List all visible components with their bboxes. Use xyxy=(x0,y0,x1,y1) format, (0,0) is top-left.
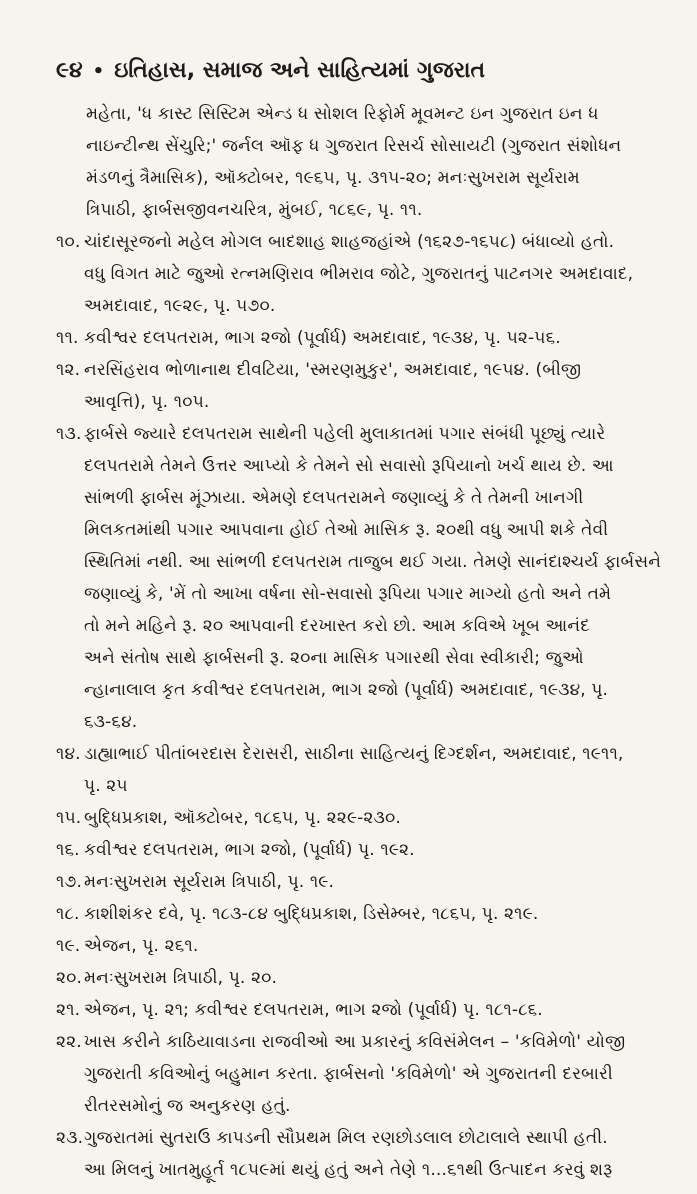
footnote-line: કવીશ્વર દલપતરામ, ભાગ ૨જો (પૂર્વાર્ધ) અમદાવાદ, ૧૯૩૪, પૃ. ૫૨-૫૬. xyxy=(84,328,561,349)
footnote-number: ૧૦. xyxy=(56,232,81,253)
footnote-line: ૬૩-૬૪. xyxy=(84,712,138,733)
footnote-line: ગુજરાતી કવિઓનું બહુમાન કરતા. ફાર્બસનો 'કવિમેળો' એ ગુજરાતની દરબારી xyxy=(84,1064,613,1085)
footnote-text xyxy=(84,226,653,322)
page-header xyxy=(56,58,653,84)
footnote-20 xyxy=(56,962,653,994)
footnote-text xyxy=(84,994,653,1026)
footnote-line: નરસિંહરાવ ભોળાનાથ દીવટિયા, 'સ્મરણમુકુર', અમદાવાદ, ૧૯૫૪. (બીજી xyxy=(84,360,582,381)
footnote-line: કવીશ્વર દલપતરામ, ભાગ ૨જો, (પૂર્વાર્ધ) પૃ. ૧૯૨. xyxy=(84,840,415,861)
footnote-text xyxy=(84,866,653,898)
footnote-23 xyxy=(56,1122,653,1186)
footnote-number: ૧૪. xyxy=(56,744,81,765)
footnote-17 xyxy=(56,866,653,898)
footnote-11 xyxy=(56,322,653,354)
footnote-number: ૧૮. xyxy=(56,904,80,925)
footnote-number: ૧૯. xyxy=(56,936,81,957)
footnote-line: ચાંદાસૂરજનો મહેલ મોગલ બાદશાહ શાહજહાંએ (૧૬૨૭-૧૬૫૮) બંધાવ્યો હતો. xyxy=(84,232,615,253)
footnote-text xyxy=(84,1026,653,1122)
footnote-line: રીતરસમોનું જ અનુકરણ હતું. xyxy=(84,1096,291,1117)
continued-footnote-line: મંડળનું ત્રૈમાસિક), ઑક્ટોબર, ૧૯૬૫, પૃ. ૩૧૫-૨૦; મનઃસુખરામ સૂર્યરામ xyxy=(86,168,580,189)
footnote-line: એજન, પૃ. ૨૬૧. xyxy=(84,936,199,957)
footnote-18 xyxy=(56,898,653,930)
footnote-line: અને સંતોષ સાથે ફાર્બસની રૂ. ૨૦ના માસિક પગારથી સેવા સ્વીકારી; જુઓ xyxy=(84,648,584,669)
footnote-number: ૧૬. xyxy=(56,840,80,861)
footnote-line: મિલકતમાંથી પગાર આપવાના હોઈ તેઓ માસિક રૂ. ૨૦થી વધુ આપી શકે તેવી xyxy=(84,520,609,541)
footnote-line: દલપતરામે તેમને ઉત્તર આપ્યો કે તેમને સો સવાસો રૂપિયાનો ખર્ચ થાય છે. આ xyxy=(84,456,614,477)
footnote-number: ૨૧. xyxy=(56,1000,81,1021)
footnote-text xyxy=(84,834,653,866)
footnote-line: ગુજરાતમાં સુતરાઉ કાપડની સૌપ્રથમ મિલ રણછોડલાલ છોટાલાલે સ્થાપી હતી. xyxy=(84,1128,608,1149)
footnote-text xyxy=(84,930,653,962)
continued-footnote-line: મહેતા, 'ધ કાસ્ટ સિસ્ટિમ એન્ડ ધ સોશલ રિફોર્મ મૂવમન્ટ ઇન ગુજરાત ઇન ધ xyxy=(86,104,599,125)
footnote-14 xyxy=(56,738,653,802)
footnote-line: અમદાવાદ, ૧૯૨૯, પૃ. ૫૭૦. xyxy=(84,296,276,317)
footnote-line: ન્હાનાલાલ કૃત કવીશ્વર દલપતરામ, ભાગ ૨જો (પૂર્વાર્ધ) અમદાવાદ, ૧૯૩૪, પૃ. xyxy=(84,680,609,701)
footnote-16 xyxy=(56,834,653,866)
footnote-number: ૨૨. xyxy=(56,1032,82,1053)
footnote-line: ફાર્બસે જ્યારે દલપતરામ સાથેની પહેલી મુલાકાતમાં પગાર સંબંધી પૂછ્યું ત્યારે xyxy=(84,424,606,445)
footnote-line: ખાસ કરીને કાઠિયાવાડના રાજવીઓ આ પ્રકારનું કવિસંમેલન – 'કવિમેળો' યોજી xyxy=(84,1032,626,1053)
footnote-text xyxy=(84,322,653,354)
footnote-line: કાશીશંકર દવે, પૃ. ૧૮૩-૮૪ બુદ્ધિપ્રકાશ, ડિસેમ્બર, ૧૮૬૫, પૃ. ૨૧૯. xyxy=(84,904,539,925)
footnote-text xyxy=(84,418,661,738)
continued-footnote xyxy=(86,98,653,226)
footnote-10 xyxy=(56,226,653,322)
footnote-text xyxy=(84,802,653,834)
footnote-text xyxy=(84,962,653,994)
footnotes-content xyxy=(56,98,662,1186)
footnote-number: ૧૭. xyxy=(56,872,82,893)
footnote-line: આવૃત્તિ), પૃ. ૧૦૫. xyxy=(84,392,210,413)
footnote-line: મનઃસુખરામ સૂર્યરામ ત્રિપાઠી, પૃ. ૧૯. xyxy=(84,872,335,893)
footnote-line: સ્થિતિમાં નથી. આ સાંભળી દલપતરામ તાજુબ થઈ ગયા. તેમણે સાનંદાશ્ચર્ય ફાર્બસને xyxy=(84,552,662,573)
footnote-number: ૨૦. xyxy=(56,968,83,989)
footnote-line: પૃ. ૨૫ xyxy=(84,776,128,797)
footnote-line: એજન, પૃ. ૨૧; કવીશ્વર દલપતરામ, ભાગ ૨જો (પૂર્વાર્ધ) પૃ. ૧૮૧-૮૬. xyxy=(84,1000,543,1021)
footnote-12 xyxy=(56,354,653,418)
footnote-19 xyxy=(56,930,653,962)
footnote-line: વધુ વિગત માટે જુઓ રત્નમણિરાવ ભીમરાવ જોટે, ગુજરાતનું પાટનગર અમદાવાદ, xyxy=(84,264,634,285)
footnote-15 xyxy=(56,802,653,834)
footnote-line: તો મને મહિને રૂ. ૨૦ આપવાની દરખાસ્ત કરો છો. આમ કવિએ ખૂબ આનંદ xyxy=(84,616,590,637)
footnote-text xyxy=(84,354,653,418)
footnote-line: ડાહ્યાભાઈ પીતાંબરદાસ દેરાસરી, સાઠીના સાહિત્યનું દિગ્દર્શન, અમદાવાદ, ૧૯૧૧, xyxy=(84,744,624,765)
footnote-number: ૧૧. xyxy=(56,328,79,349)
footnote-line: મનઃસુખરામ ત્રિપાઠી, પૃ. ૨૦. xyxy=(84,968,278,989)
page-title: ઇતિહાસ, સમાજ અને સાહિત્યમાં ગુજરાત xyxy=(114,58,486,83)
footnote-number: ૧૨. xyxy=(56,360,81,381)
page-number: ૯૪ xyxy=(56,58,83,83)
header-bullet: • xyxy=(92,61,105,82)
footnote-21 xyxy=(56,994,653,1026)
footnote-number: ૧૫. xyxy=(56,808,82,829)
footnote-22 xyxy=(56,1026,653,1122)
footnote-text xyxy=(84,1122,653,1186)
continued-footnote-line: ત્રિપાઠી, ફાર્બસજીવનચરિત્ર, મુંબઈ, ૧૮૬૯, પૃ. ૧૧. xyxy=(86,200,423,221)
footnote-text xyxy=(84,738,653,802)
footnote-text xyxy=(84,898,653,930)
footnote-line: જણાવ્યું કે, 'મેં તો આખા વર્ષના સો-સવાસો રૂપિયા પગાર માગ્યો હતો અને તમે xyxy=(84,584,612,605)
footnote-line: સાંભળી ફાર્બસ મૂંઝાયા. એમણે દલપતરામને જણાવ્યું કે તે તેમની ખાનગી xyxy=(84,488,584,509)
continued-footnote-line: નાઇન્ટીન્થ સેંચુરિ;' જર્નલ ઑફ ધ ગુજરાત રિસર્ચ સોસાયટી (ગુજરાત સંશોધન xyxy=(86,136,622,157)
footnote-number: ૨૩. xyxy=(56,1128,84,1149)
footnote-line: આ મિલનું ખાતમુહૂર્ત ૧૮૫૯માં થયું હતું અને તેણે ૧...૬૧થી ઉત્પાદન કરવું શરૂ xyxy=(84,1160,613,1181)
footnote-number: ૧૩. xyxy=(56,424,82,445)
footnote-13 xyxy=(56,418,662,738)
footnote-line: બુદ્ધિપ્રકાશ, ઑક્ટોબર, ૧૮૬૫, પૃ. ૨૨૯-૨૩૦. xyxy=(84,808,401,829)
